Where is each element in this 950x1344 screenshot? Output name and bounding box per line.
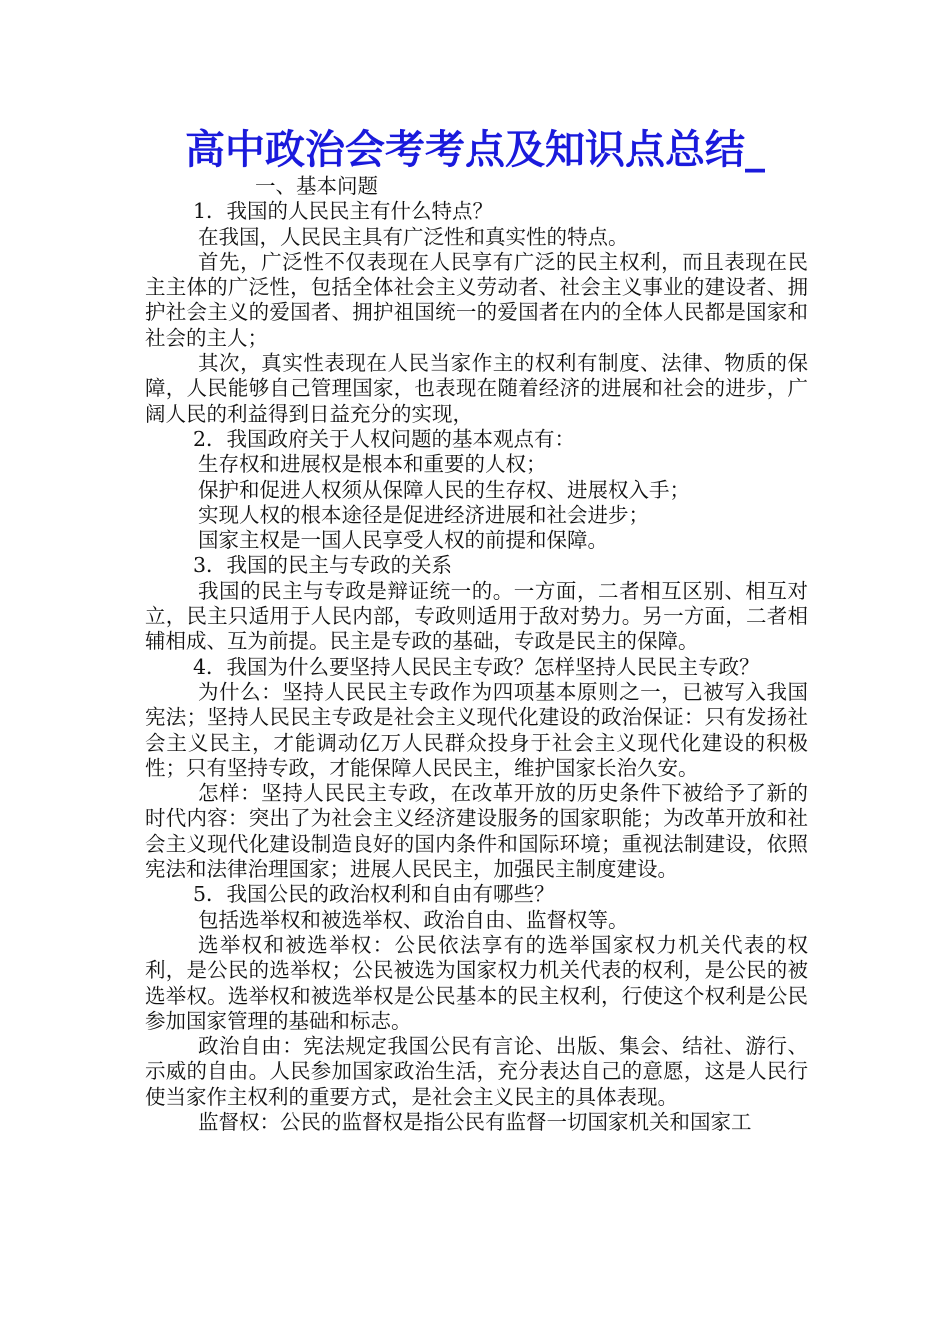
body-paragraph: 选举权和被选举权：公民依法享有的选举国家权力机关代表的权利，是公民的选举权；公民被选为国家权力机关代表的权利，是公民的被选举权。选举权和被选举权是公民基本的民主权利，行使这个权利是公民参加国家管理的基础和标志。 xyxy=(145,932,808,1033)
list-item: 国家主权是一国人民享受人权的前提和保障。 xyxy=(198,528,608,553)
list-item: 保护和促进人权须从保障人民的生存权、进展权入手； xyxy=(198,477,690,502)
body-paragraph: 政治自由：宪法规定我国公民有言论、出版、集会、结社、游行、示威的自由。人民参加国家政治生活，充分表达自己的意愿，这是人民行使当家作主权利的重要方式，是社会主义民主的具体表现。 xyxy=(145,1034,808,1109)
question-heading: 5．我国公民的政治权利和自由有哪些？ xyxy=(193,882,555,907)
question-heading: 2．我国政府关于人权问题的基本观点有： xyxy=(193,426,576,451)
document-body xyxy=(145,174,808,1135)
body-paragraph: 在我国，人民民主具有广泛性和真实性的特点。 xyxy=(198,224,629,249)
section-heading: 一、基本问题 xyxy=(255,174,378,198)
list-item: 生存权和进展权是根本和重要的人权； xyxy=(198,452,547,477)
body-paragraph: 首先，广泛性不仅表现在人民享有广泛的民主权利，而且表现在民主主体的广泛性，包括全体社会主义劳动者、社会主义事业的建设者、拥护社会主义的爱国者、拥护祖国统一的爱国者在内的全体人民都是国家和社会的主人； xyxy=(145,249,808,350)
document-title: 高中政治会考考点及知识点总结_ xyxy=(185,126,765,173)
body-paragraph: 包括选举权和被选举权、政治自由、监督权等。 xyxy=(198,907,629,932)
list-item: 实现人权的根本途径是促进经济进展和社会进步； xyxy=(198,502,649,527)
question-heading: 1．我国的人民民主有什么特点？ xyxy=(193,199,494,224)
question-heading: 4．我国为什么要坚持人民民主专政？怎样坚持人民民主专政？ xyxy=(193,654,760,679)
body-paragraph: 怎样：坚持人民民主专政，在改革开放的历史条件下被给予了新的时代内容：突出了为社会主义经济建设服务的国家职能；为改革开放和社会主义现代化建设制造良好的国内条件和国际环境；重视法制建设，依照宪法和法律治理国家；进展人民民主，加强民主制度建设。 xyxy=(145,781,808,882)
body-paragraph: 监督权：公民的监督权是指公民有监督一切国家机关和国家工 xyxy=(198,1109,752,1134)
body-paragraph: 为什么：坚持人民民主专政作为四项基本原则之一，已被写入我国宪法；坚持人民民主专政是社会主义现代化建设的政治保证：只有发扬社会主义民主，才能调动亿万人民群众投身于社会主义现代化建设的积极性；只有坚持专政，才能保障人民民主，维护国家长治久安。 xyxy=(145,679,808,780)
body-paragraph: 其次，真实性表现在人民当家作主的权利有制度、法律、物质的保障，人民能够自己管理国家，也表现在随着经济的进展和社会的进步，广阔人民的利益得到日益充分的实现， xyxy=(145,351,808,426)
question-heading: 3．我国的民主与专政的关系 xyxy=(193,553,453,578)
body-paragraph: 我国的民主与专政是辩证统一的。一方面，二者相互区别、相互对立，民主只适用于人民内部，专政则适用于敌对势力。另一方面，二者相辅相成、互为前提。民主是专政的基础，专政是民主的保障。 xyxy=(145,578,808,654)
